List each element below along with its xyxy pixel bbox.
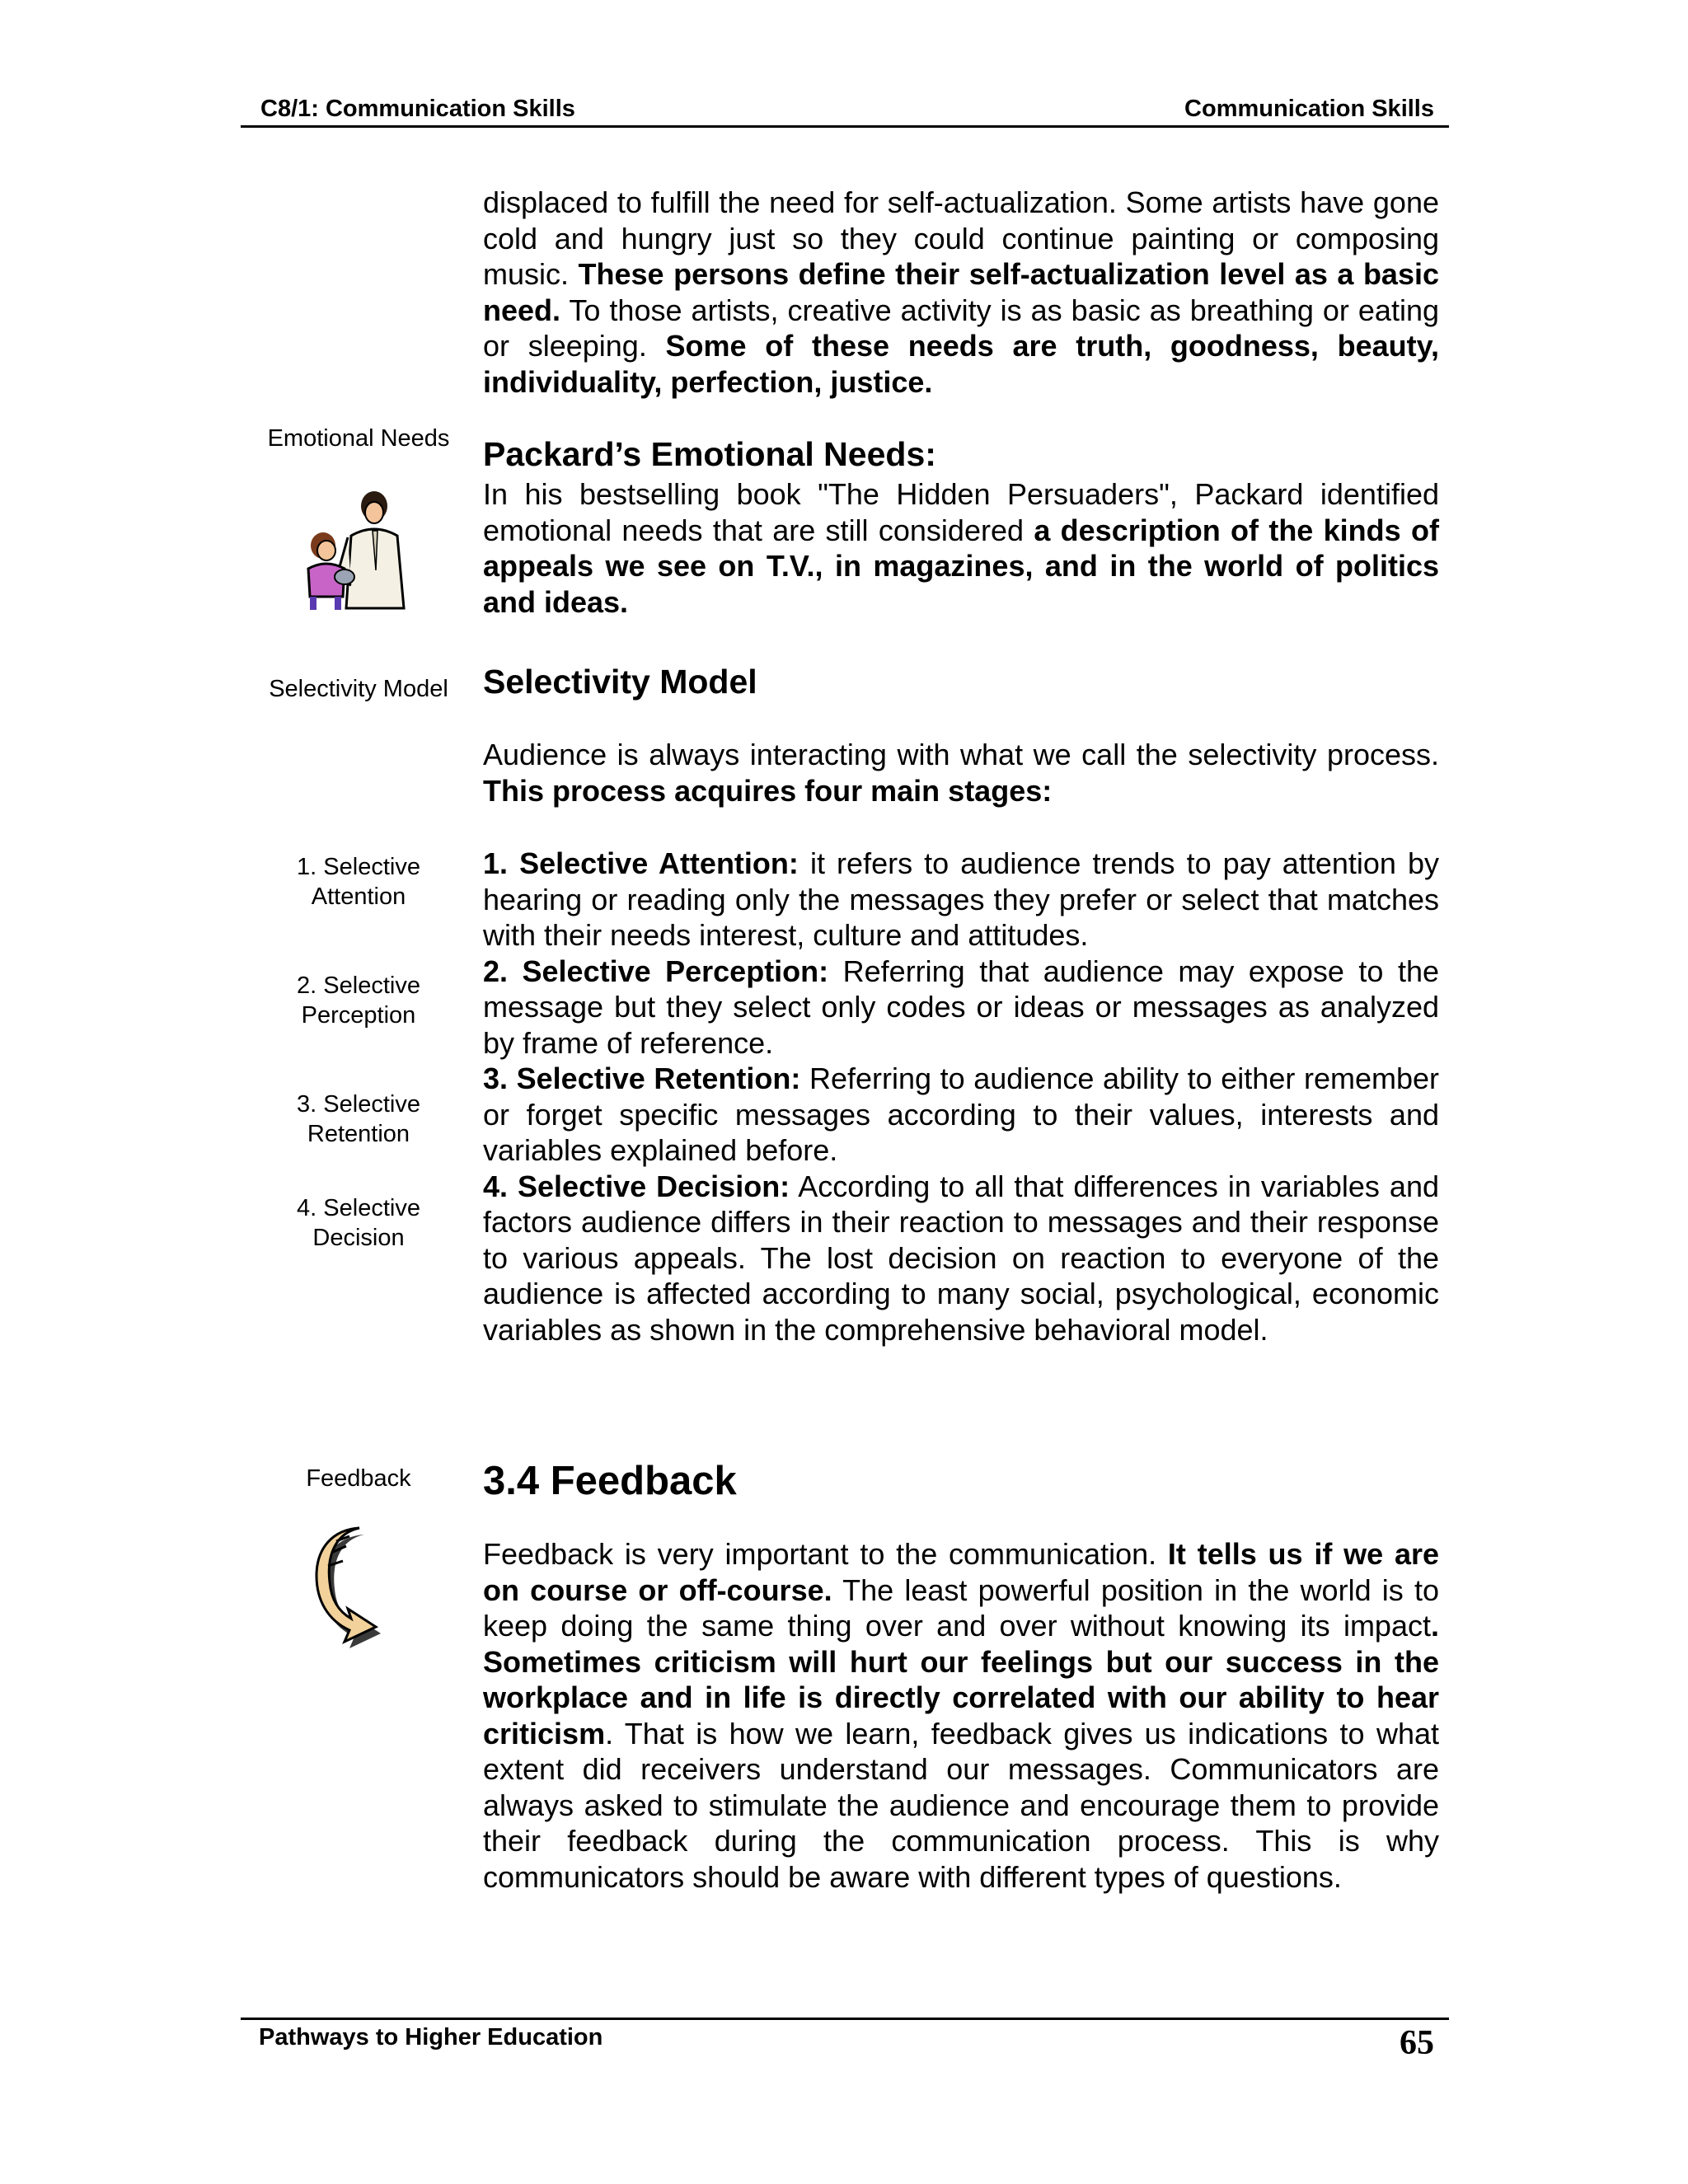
header-section-title: Communication Skills [1184,96,1434,122]
footer-publication-title: Pathways to Higher Education [259,2024,603,2050]
packard-paragraph: In his bestselling book "The Hidden Persuaders", Packard identified emotional needs that are still considered a description of the kinds of appeals we see on T.V., in magazines, and in the world of politics and ideas. [483,477,1439,619]
side-note-emotional-needs: Emotional Needs [267,425,450,452]
packard-heading: Packard’s Emotional Needs: [483,435,936,473]
stage-item: 3. Selective Retention: Referring to audience ability to either remember or forget specific messages according to their values, interests and variables explained before. [483,1062,1439,1167]
page-header [241,92,1449,128]
stage-item: 4. Selective Decision: According to all that differences in variables and factors audience differs in their reaction to messages and their response to various appeals. The lost decision on reaction to everyone of the audience is affected according to many social, psychological, economic variables as shown in the comprehensive behavioral model. [483,1169,1439,1347]
side-note-selective-decision: 4. Selective Decision [297,1195,420,1251]
page-number: 65 [1400,2024,1434,2062]
feedback-heading: 3.4 Feedback [483,1459,737,1503]
header-course-code: C8/1: Communication Skills [260,96,575,122]
curved-arrow-icon [312,1521,394,1653]
side-note-selective-attention: 1. Selective Attention [297,854,420,910]
feedback-paragraph: Feedback is very important to the communication. It tells us if we are on course or off-course. The least powerful position in the world is to keep doing the same thing over and over without knowing its impact. Sometimes criticism will hurt our feelings but our success in the workplace and in life is directly correlated with our ability to hear criticism. That is how we learn, feedback gives us indications to what extent did receivers understand our messages. Communicators are always asked to stimulate the audience and encourage them to provide their feedback during the communication process. This is why communicators should be aware with different types of questions. [483,1537,1439,1894]
people-clipart-icon [293,488,417,612]
intro-paragraph: displaced to fulfill the need for self-actualization. Some artists have gone cold and hungry just so they could continue painting or composing music. These persons define their self-actualization level as a basic need. To those artists, creative activity is as basic as breathing or eating or sleeping. Some of these needs are truth, goodness, beauty, individuality, perfection, justice. [483,185,1440,399]
side-note-feedback: Feedback [306,1465,411,1492]
stage-item: 1. Selective Attention: it refers to audience trends to pay attention by hearing or reading only the messages they prefer or select that matches with their needs interest, culture and attitudes. [483,846,1440,952]
stage-item: 2. Selective Perception: Referring that audience may expose to the message but they select only codes or ideas or messages as analyzed by frame of reference. [483,954,1439,1060]
side-note-selective-retention: 3. Selective Retention [297,1091,420,1147]
selectivity-intro: Audience is always interacting with what we call the selectivity process. This process acquires four main stages: [483,738,1439,808]
side-note-selectivity-model: Selectivity Model [269,676,448,702]
selective-stages-list [483,846,1439,1347]
side-note-selective-perception: 2. Selective Perception [297,972,420,1029]
footer-rule [241,2018,1449,2020]
selectivity-heading: Selectivity Model [483,663,757,701]
